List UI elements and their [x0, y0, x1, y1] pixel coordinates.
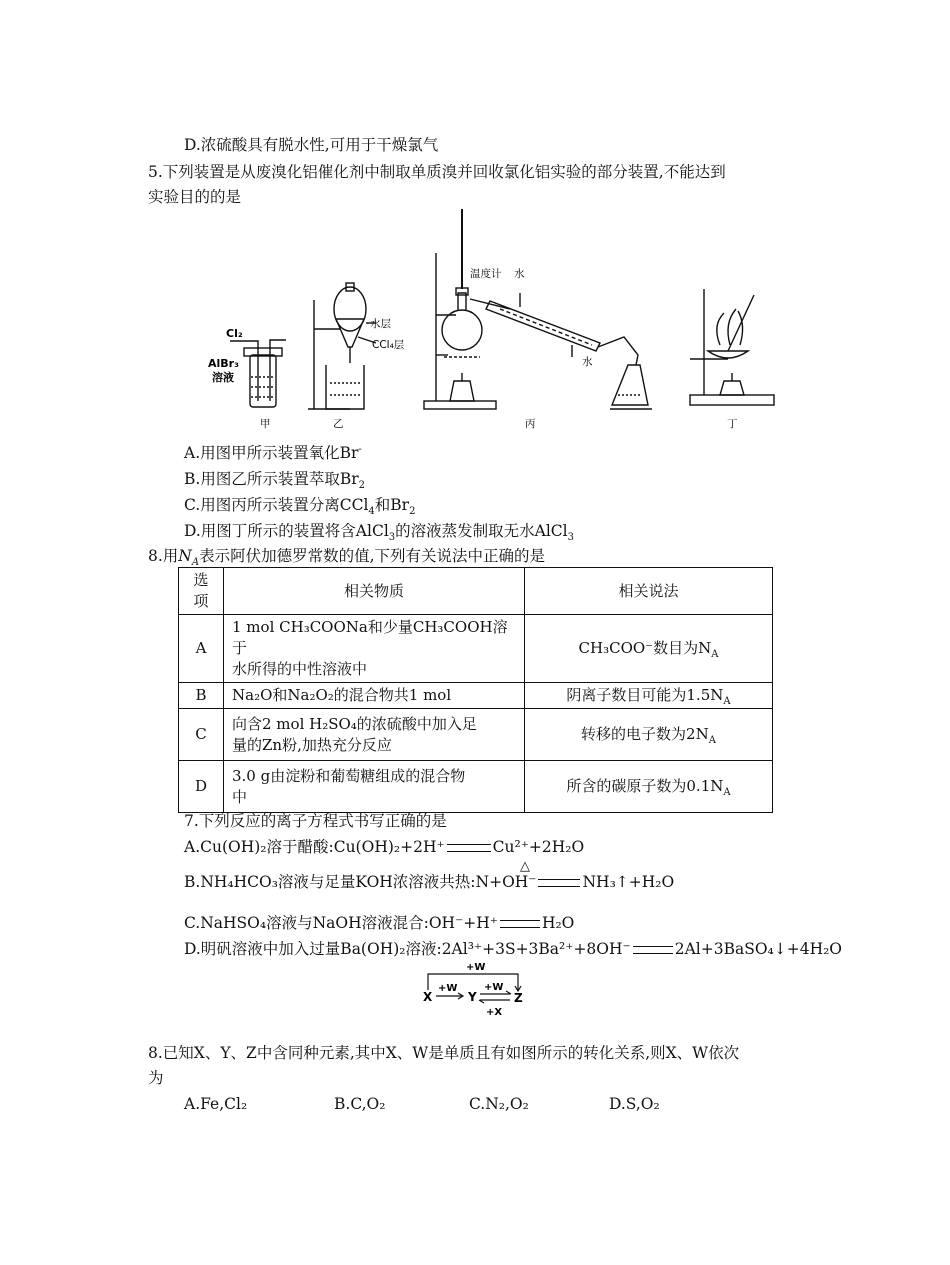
- row-claim: CH₃COO⁻数目为$N_A$: [525, 615, 773, 683]
- header-claim: 相关说法: [525, 568, 773, 615]
- row-option: D: [179, 761, 224, 813]
- label-solution: 溶液: [212, 371, 234, 384]
- q8a-table: [178, 567, 773, 813]
- q8b-option-b: B.C,O₂: [334, 1095, 386, 1113]
- label-w-yz: +W: [484, 982, 504, 993]
- q7-stem: 7.下列反应的离子方程式书写正确的是: [184, 812, 447, 830]
- node-x: X: [423, 990, 433, 1004]
- row-substance: 3.0 g由淀粉和葡萄糖组成的混合物 中: [224, 761, 525, 813]
- row-substance: Na₂O和Na₂O₂的混合物共1 mol: [224, 683, 525, 709]
- q4-option-d: D.浓硫酸具有脱水性,可用于干燥氯气: [184, 136, 439, 154]
- separatory-funnel-yi: [308, 283, 376, 409]
- q8a-stem: 8.用$N_A$表示阿伏加德罗常数的值,下列有关说法中正确的是: [148, 547, 546, 569]
- q5-option-c: C.用图丙所示装置分离CCl$_4$和$Br_2$: [184, 496, 416, 518]
- label-water-out: 水: [514, 268, 525, 280]
- table-row: [179, 615, 773, 683]
- q5-option-b: B.用图乙所示装置萃取$Br_2$: [184, 470, 365, 492]
- table-header-row: [179, 568, 773, 615]
- label-yi: 乙: [333, 418, 344, 430]
- row-claim: 转移的电子数为$2N_A$: [525, 709, 773, 761]
- label-jia: 甲: [260, 418, 271, 430]
- label-ccl4-layer: CCl₄层: [372, 339, 405, 351]
- table-row: [179, 761, 773, 813]
- row-option: B: [179, 683, 224, 709]
- q7-option-a: A.Cu(OH)₂溶于醋酸:Cu(OH)₂+2H⁺ Cu²⁺+2H₂O: [184, 838, 585, 856]
- row-substance: 1 mol CH₃COONa和少量CH₃COOH溶于 水所得的中性溶液中: [224, 615, 525, 683]
- header-option: 选项: [179, 568, 224, 615]
- row-claim: 所含的碳原子数为$0.1N_A$: [525, 761, 773, 813]
- label-w-top: +W: [466, 962, 486, 973]
- table-row: [179, 709, 773, 761]
- q8b-option-d: D.S,O₂: [609, 1095, 660, 1113]
- evaporation-ding: [690, 289, 774, 405]
- q5-option-d: D.用图丁所示的装置将含AlCl$_3$的溶液蒸发制取无水AlCl$_3$: [184, 522, 574, 544]
- table-row: [179, 683, 773, 709]
- q8b-stem-line2: 为: [148, 1069, 164, 1087]
- distillation-bing: [424, 209, 652, 409]
- q7-option-c: C.NaHSO₄溶液与NaOH溶液混合:OH⁻+H⁺ H₂O: [184, 914, 575, 932]
- row-claim: 阴离子数目可能为$1.5N_A$: [525, 683, 773, 709]
- row-option: C: [179, 709, 224, 761]
- q8b-option-a: A.Fe,Cl₂: [184, 1095, 248, 1113]
- q7-option-b: B.NH₄HCO₃溶液与足量KOH浓溶液共热:N+OH⁻ NH₃↑+H₂O: [184, 873, 675, 891]
- q8b-stem-line1: 8.已知X、Y、Z中含同种元素,其中X、W是单质且有如图所示的转化关系,则X、W依次: [148, 1044, 740, 1062]
- label-ding: 丁: [727, 418, 738, 430]
- label-water-layer: 水层: [370, 318, 391, 330]
- q8b-option-c: C.N₂,O₂: [469, 1095, 529, 1113]
- label-x-zy: +X: [486, 1007, 503, 1018]
- node-z: Z: [514, 991, 523, 1005]
- node-y: Y: [468, 990, 477, 1004]
- label-cl2: Cl₂: [226, 327, 243, 340]
- label-albr3: AlBr₃: [208, 357, 239, 370]
- label-thermometer: 温度计: [470, 268, 502, 280]
- apparatus-figure: [200, 205, 790, 437]
- label-bing: 丙: [525, 418, 536, 430]
- q5-stem-line1: 5.下列装置是从废溴化铝催化剂中制取单质溴并回收氯化铝实验的部分装置,不能达到: [148, 163, 726, 181]
- wash-bottle-jia: [230, 340, 286, 407]
- q5-option-a: A.用图甲所示装置氧化Br-: [184, 443, 362, 462]
- q5-stem-line2: 实验目的的是: [148, 188, 242, 206]
- row-substance: 向含2 mol H₂SO₄的浓硫酸中加入足 量的Zn粉,加热充分反应: [224, 709, 525, 761]
- header-substance: 相关物质: [224, 568, 525, 615]
- heat-symbol: △: [520, 859, 530, 874]
- row-option: A: [179, 615, 224, 683]
- label-water-in: 水: [582, 356, 593, 368]
- conversion-diagram: [418, 960, 538, 1020]
- q7-option-d: D.明矾溶液中加入过量Ba(OH)₂溶液:2Al³⁺+3S+3Ba²⁺+8OH⁻ 2Al+3BaSO₄↓+4H₂O: [184, 940, 843, 958]
- label-w-xy: +W: [438, 983, 458, 994]
